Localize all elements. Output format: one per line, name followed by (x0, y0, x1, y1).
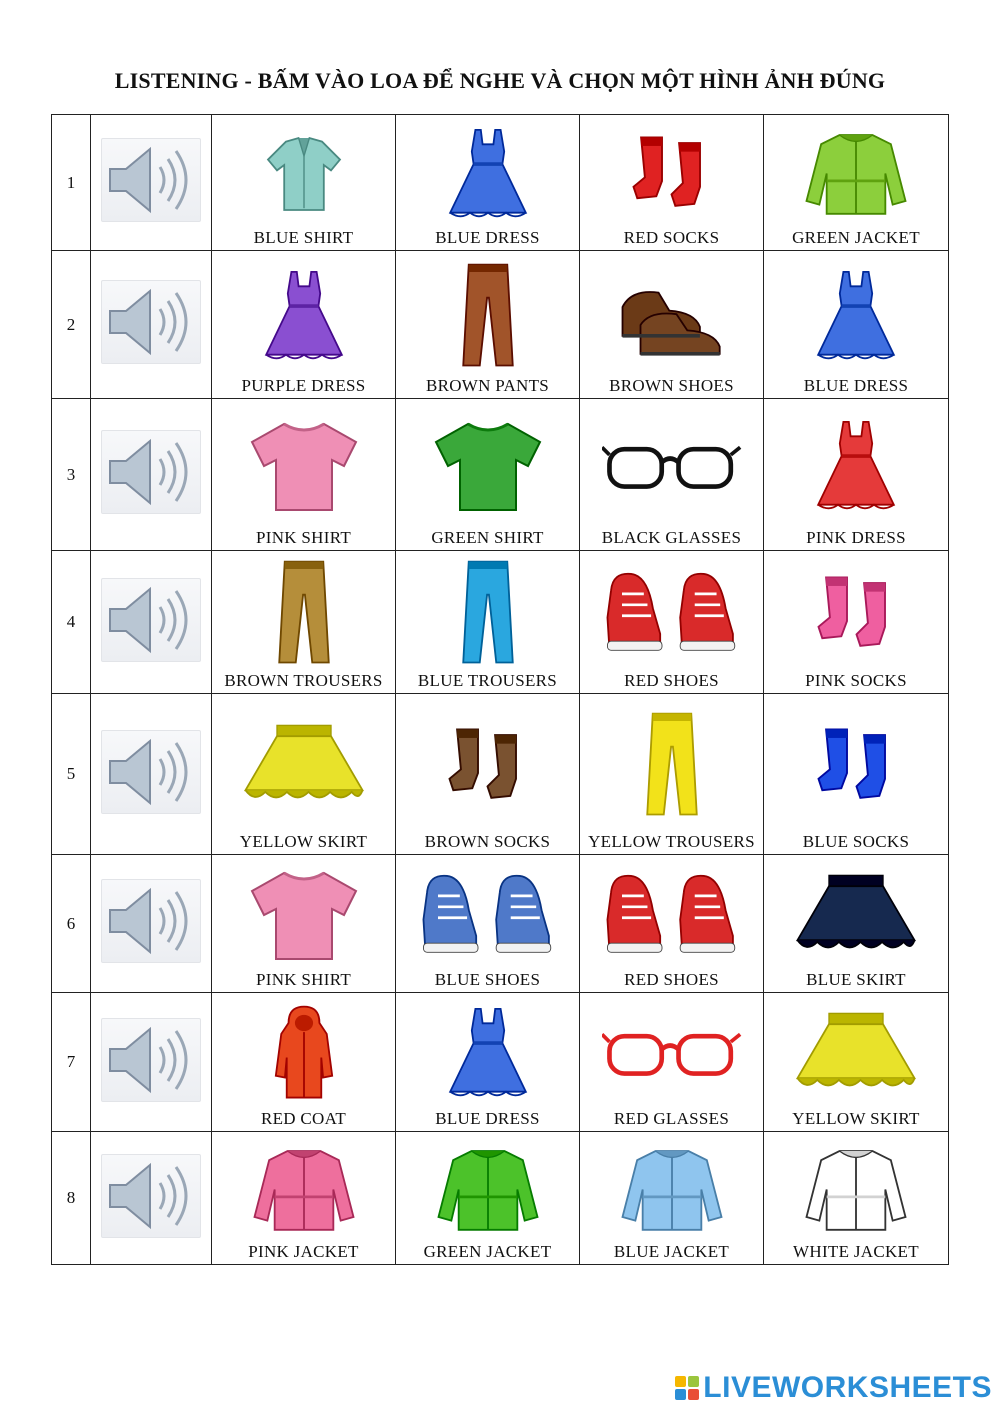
answer-label: BROWN SHOES (609, 376, 734, 395)
glasses-icon (580, 405, 763, 526)
tshirt-icon (396, 405, 579, 526)
answer-option[interactable] (764, 993, 949, 1132)
answer-option[interactable] (396, 251, 580, 399)
answer-label: WHITE JACKET (793, 1242, 919, 1261)
answer-label: PINK DRESS (806, 528, 906, 547)
table-row (52, 399, 949, 551)
jacket-icon (212, 1138, 395, 1240)
row-number: 5 (52, 694, 91, 855)
answer-option[interactable] (580, 993, 764, 1132)
answer-option[interactable] (580, 115, 764, 251)
dress-icon (396, 121, 579, 226)
answer-label: GREEN SHIRT (431, 528, 544, 547)
sneakers-icon (580, 861, 763, 968)
speaker-cell (91, 399, 212, 551)
answer-option[interactable] (580, 551, 764, 694)
answer-label: BROWN SOCKS (424, 832, 551, 851)
answer-label: BLUE SOCKS (802, 832, 910, 851)
logo-grid-icon (675, 1376, 699, 1400)
answer-label: PURPLE DRESS (241, 376, 366, 395)
tshirt-icon (212, 405, 395, 526)
socks-icon (396, 700, 579, 830)
answer-option[interactable] (764, 694, 949, 855)
socks-icon (764, 557, 948, 669)
jacket-icon (396, 1138, 579, 1240)
table-row (52, 551, 949, 694)
sneakers-icon (580, 557, 763, 669)
row-number: 4 (52, 551, 91, 694)
answer-option-target[interactable] (580, 855, 763, 992)
answer-option-target[interactable] (580, 551, 763, 693)
page-title: LISTENING - BẤM VÀO LOA ĐỂ NGHE VÀ CHỌN MỘT HÌNH ẢNH ĐÚNG (114, 68, 886, 93)
answer-option-target[interactable] (580, 115, 763, 250)
speaker-icon[interactable] (101, 578, 201, 662)
answer-option[interactable] (580, 1132, 764, 1265)
answer-option-target[interactable] (396, 855, 579, 992)
answer-table (51, 114, 949, 1265)
skirt-icon (764, 999, 948, 1107)
answer-option-target[interactable] (212, 115, 395, 250)
jacket-icon (764, 121, 948, 226)
answer-option[interactable] (212, 694, 396, 855)
speaker-cell (91, 855, 212, 993)
answer-option[interactable] (212, 993, 396, 1132)
speaker-icon[interactable] (101, 1154, 201, 1238)
answer-option-target[interactable] (212, 855, 395, 992)
answer-option[interactable] (212, 251, 396, 399)
answer-label: RED COAT (260, 1109, 347, 1128)
answer-option-target[interactable] (396, 993, 579, 1131)
skirt-icon (764, 861, 948, 968)
answer-label: GREEN JACKET (423, 1242, 552, 1261)
table-row (52, 694, 949, 855)
speaker-icon[interactable] (101, 280, 201, 364)
jacket-icon (580, 1138, 763, 1240)
answer-label: RED SOCKS (623, 228, 720, 247)
answer-option-target[interactable] (764, 1132, 948, 1264)
answer-option-target[interactable] (396, 551, 579, 693)
answer-option-target[interactable] (764, 399, 948, 550)
answer-option[interactable] (396, 855, 580, 993)
trousers-icon (396, 557, 579, 669)
answer-label: YELLOW SKIRT (792, 1109, 920, 1128)
answer-option[interactable] (212, 115, 396, 251)
answer-option[interactable] (764, 1132, 949, 1265)
answer-option-target[interactable] (580, 694, 763, 854)
answer-option-target[interactable] (212, 1132, 395, 1264)
answer-option-target[interactable] (764, 115, 948, 250)
trousers-icon (212, 557, 395, 669)
answer-option[interactable] (212, 1132, 396, 1265)
answer-option[interactable] (396, 551, 580, 694)
answer-option-target[interactable] (212, 399, 395, 550)
answer-option-target[interactable] (212, 993, 395, 1131)
dress-icon (764, 405, 948, 526)
liveworksheets-logo (675, 1371, 992, 1405)
answer-option[interactable] (212, 399, 396, 551)
row-number: 2 (52, 251, 91, 399)
answer-option-target[interactable] (212, 694, 395, 854)
table-row (52, 993, 949, 1132)
answer-label: BLUE SHOES (434, 970, 541, 989)
jacket-icon (764, 1138, 948, 1240)
shirt-icon (212, 121, 395, 226)
speaker-cell (91, 1132, 212, 1265)
answer-option[interactable] (580, 399, 764, 551)
table-row (52, 855, 949, 993)
answer-option-target[interactable] (764, 551, 948, 693)
answer-option[interactable] (396, 115, 580, 251)
glasses-icon (580, 999, 763, 1107)
trousers-icon (580, 700, 763, 830)
sneakers-icon (396, 861, 579, 968)
answer-option[interactable] (396, 399, 580, 551)
row-number: 7 (52, 993, 91, 1132)
row-number: 1 (52, 115, 91, 251)
speaker-icon[interactable] (101, 430, 201, 514)
answer-option[interactable] (396, 993, 580, 1132)
answer-label: RED SHOES (624, 671, 719, 690)
answer-option[interactable] (764, 551, 949, 694)
answer-option-target[interactable] (580, 251, 763, 398)
speaker-cell (91, 115, 212, 251)
answer-option[interactable] (580, 694, 764, 855)
dress-icon (396, 999, 579, 1107)
answer-option[interactable] (764, 115, 949, 251)
skirt-icon (212, 700, 395, 830)
table-row (52, 251, 949, 399)
answer-label: YELLOW TROUSERS (588, 832, 755, 851)
tshirt-icon (212, 861, 395, 968)
answer-label: BLACK GLASSES (601, 528, 742, 547)
answer-label: PINK JACKET (248, 1242, 359, 1261)
row-number: 8 (52, 1132, 91, 1265)
answer-option-target[interactable] (580, 399, 763, 550)
answer-option-target[interactable] (764, 993, 948, 1131)
answer-option[interactable] (580, 855, 764, 993)
dress-icon (212, 257, 395, 374)
answer-option[interactable] (212, 855, 396, 993)
answer-label: RED GLASSES (613, 1109, 730, 1128)
answer-option[interactable] (764, 855, 949, 993)
answer-label: YELLOW SKIRT (239, 832, 368, 851)
speaker-cell (91, 551, 212, 694)
speaker-icon[interactable] (101, 138, 201, 222)
speaker-cell (91, 694, 212, 855)
answer-option-target[interactable] (396, 251, 579, 398)
answer-option-target[interactable] (580, 1132, 763, 1264)
answer-label: BLUE SHIRT (253, 228, 354, 247)
answer-label: BLUE JACKET (613, 1242, 730, 1261)
answer-option[interactable] (396, 694, 580, 855)
answer-option-target[interactable] (396, 1132, 579, 1264)
dress-icon (764, 257, 948, 374)
row-number: 3 (52, 399, 91, 551)
answer-label: PINK SOCKS (805, 671, 907, 690)
coat-icon (212, 999, 395, 1107)
answer-label: PINK SHIRT (255, 528, 351, 547)
answer-option-target[interactable] (764, 251, 948, 398)
answer-option-target[interactable] (764, 694, 948, 854)
answer-option-target[interactable] (396, 115, 579, 250)
answer-label: PINK SHIRT (255, 970, 351, 989)
speaker-icon[interactable] (101, 879, 201, 963)
answer-option-target[interactable] (396, 399, 579, 550)
answer-label: BLUE DRESS (435, 228, 540, 247)
answer-option[interactable] (764, 251, 949, 399)
answer-label: BROWN TROUSERS (224, 671, 383, 690)
answer-label: BLUE SKIRT (806, 970, 906, 989)
answer-label: BLUE DRESS (435, 1109, 540, 1128)
socks-icon (580, 121, 763, 226)
answer-option[interactable] (212, 551, 396, 694)
row-number: 6 (52, 855, 91, 993)
socks-icon (764, 700, 948, 830)
answer-label: BLUE TROUSERS (417, 671, 558, 690)
answer-label: BLUE DRESS (803, 376, 909, 395)
answer-label: GREEN JACKET (792, 228, 920, 247)
answer-option[interactable] (580, 251, 764, 399)
answer-option-target[interactable] (764, 855, 948, 992)
answer-option[interactable] (396, 1132, 580, 1265)
speaker-icon[interactable] (101, 730, 201, 814)
speaker-icon[interactable] (101, 1018, 201, 1102)
brand-name: LIVEWORKSHEETS (703, 1371, 992, 1404)
answer-option-target[interactable] (212, 551, 395, 693)
answer-option-target[interactable] (396, 694, 579, 854)
answer-label: RED SHOES (624, 970, 719, 989)
table-row (52, 1132, 949, 1265)
answer-option[interactable] (764, 399, 949, 551)
trousers-icon (396, 257, 579, 374)
speaker-cell (91, 251, 212, 399)
answer-option-target[interactable] (580, 993, 763, 1131)
answer-option-target[interactable] (212, 251, 395, 398)
table-row (52, 115, 949, 251)
speaker-cell (91, 993, 212, 1132)
shoes-icon (580, 257, 763, 374)
answer-label: BROWN PANTS (425, 376, 550, 395)
